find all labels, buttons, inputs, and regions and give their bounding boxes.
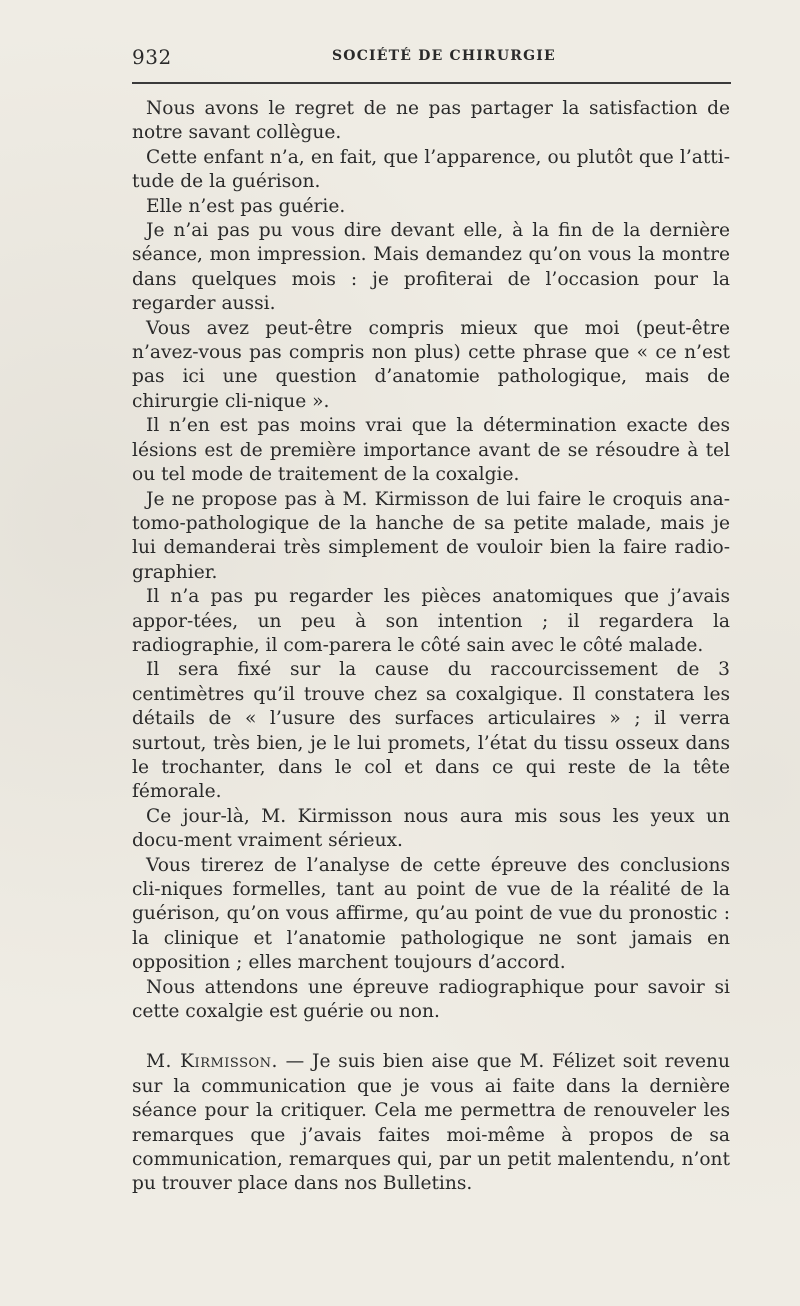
section-gap <box>132 1024 730 1050</box>
paragraph: Il sera fixé sur la cause du raccourcissement de 3 centimètres qu’il trouve chez sa coxalgique. Il constatera les détails de « l’usure des surfaces articulaires » ; il verra surtout, très bien, je le lui promets, l’état du tissu osseux dans le trochanter, dans le col et dans ce qui reste de la tête fémorale. <box>132 659 730 803</box>
page-header <box>132 40 732 74</box>
speaker-name: M. Kirmisson. <box>146 1051 278 1073</box>
body-text <box>132 97 730 1197</box>
paragraph: Vous avez peut-être compris mieux que moi (peut-être n’avez-vous pas compris non plus) cette phrase que « ce n’est pas ici une question d’anatomie pathologique, mais de chirurgie cli-nique ». <box>132 317 730 412</box>
paragraph: Nous attendons une épreuve radiographique pour savoir si cette coxalgie est guérie ou non. <box>132 976 730 1023</box>
paragraph: Il n’en est pas moins vrai que la détermination exacte des lésions est de première importance avant de se résoudre à tel ou tel mode de traitement de la coxalgie. <box>132 415 730 486</box>
paragraph: Vous tirerez de l’analyse de cette épreuve des conclusions cli-niques formelles, tant au point de vue de la réalité de la guérison, qu’on vous affirme, qu’au point de vue du pronostic : la clinique et l’anatomie pathologique ne sont jamais en opposition ; elles marchent toujours d’accord. <box>132 854 730 974</box>
running-title: SOCIÉTÉ DE CHIRURGIE <box>332 48 556 64</box>
header-rule <box>132 82 731 84</box>
paragraph: Ce jour-là, M. Kirmisson nous aura mis sous les yeux un docu-ment vraiment sérieux. <box>132 805 730 852</box>
speech-paragraph <box>132 1050 730 1196</box>
page-number: 932 <box>132 45 172 69</box>
paragraph: Elle n’est pas guérie. <box>146 195 346 217</box>
paragraph: Je n’ai pas pu vous dire devant elle, à la fin de la dernière séance, mon impression. Mais demandez qu’on vous la montre dans quelques mois : je profiterai de l’occasion pour la regarder aussi. <box>132 220 730 315</box>
paragraph: Je ne propose pas à M. Kirmisson de lui faire le croquis ana-tomo-pathologique de la hanche de sa petite malade, mais je lui demanderai très simplement de vouloir bien la faire radio-graphier. <box>132 488 730 583</box>
paragraph: Cette enfant n’a, en fait, que l’apparence, ou plutôt que l’atti-tude de la guérison. <box>132 146 730 193</box>
paragraph: Il n’a pas pu regarder les pièces anatomiques que j’avais appor-tées, un peu à son intention ; il regardera la radiographie, il com-parera le côté sain avec le côté malade. <box>132 586 730 656</box>
speech-dash: — <box>277 1051 312 1073</box>
paragraph: Nous avons le regret de ne pas partager la satisfaction de notre savant collègue. <box>132 98 730 144</box>
speech-text: Je suis bien aise que M. Félizet soit revenu sur la communication que je vous ai faite dans la dernière séance pour la critiquer. Cela me permettra de renouveler les remarques que j’avais faites moi-même à propos de sa communication, remarques qui, par un petit malentendu, n’ont pu trouver place dans nos Bulletins. <box>132 1051 730 1195</box>
